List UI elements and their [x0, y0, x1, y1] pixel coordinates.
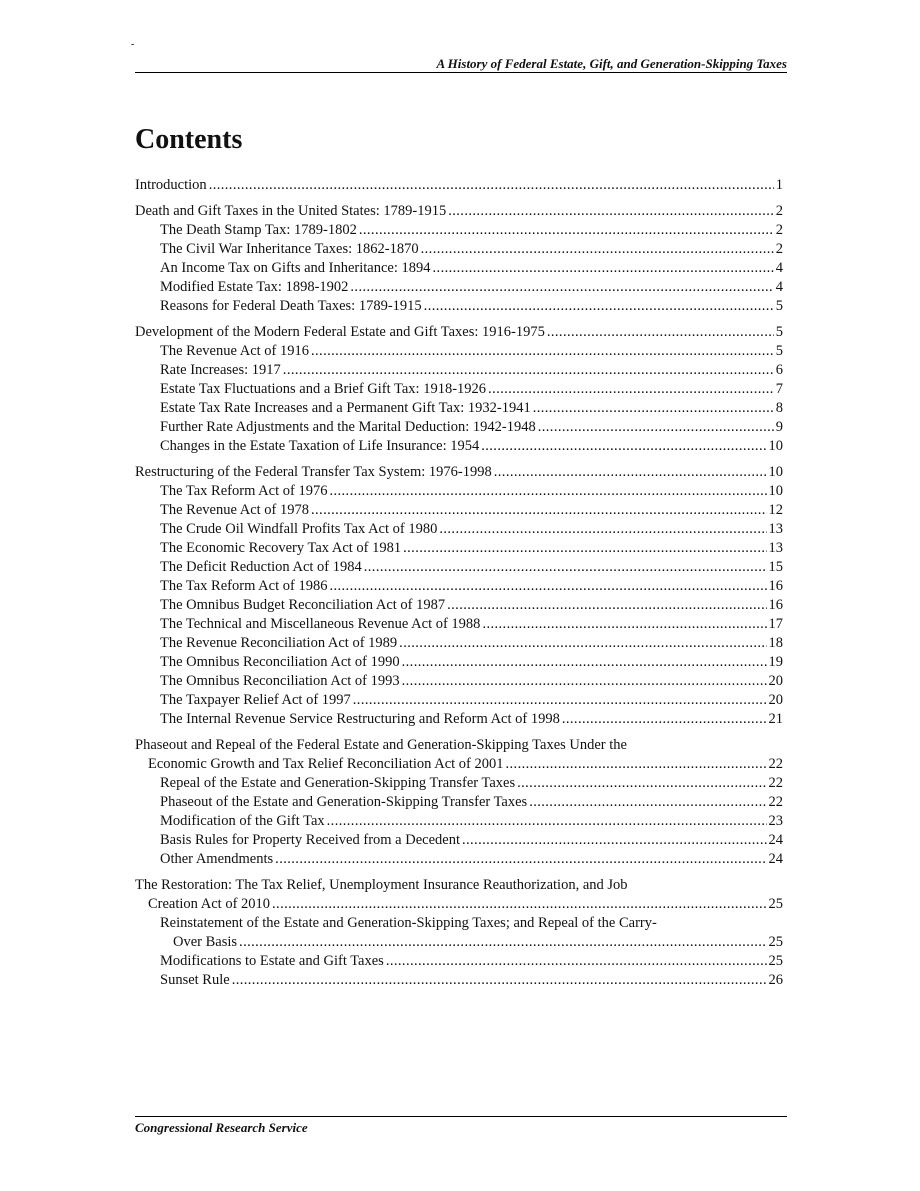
- toc-entry[interactable]: [135, 812, 783, 831]
- toc-entry[interactable]: [135, 914, 783, 952]
- toc-page-number: 16: [768, 578, 783, 594]
- dot-leader: [327, 812, 767, 831]
- toc-entry[interactable]: [135, 176, 783, 195]
- dot-leader: [481, 437, 766, 456]
- dot-leader: [506, 755, 767, 774]
- toc-page-number: 25: [768, 934, 783, 950]
- toc-entry[interactable]: [135, 482, 783, 501]
- toc-page-number: 18: [768, 635, 783, 651]
- toc-entry-text-cont: Economic Growth and Tax Relief Reconciliation Act of 2001: [148, 756, 504, 772]
- toc-page-number: 4: [775, 279, 783, 295]
- toc-page-number: 1: [775, 177, 783, 193]
- toc-page-number: 22: [768, 775, 783, 791]
- dot-leader: [547, 323, 774, 342]
- dot-leader: [402, 672, 767, 691]
- header-rule: [135, 72, 787, 73]
- dot-leader: [562, 710, 767, 729]
- toc-entry[interactable]: [135, 278, 783, 297]
- toc-entry-text: The Death Stamp Tax: 1789-1802: [160, 222, 357, 238]
- toc-entry[interactable]: [135, 793, 783, 812]
- toc-page-number: 10: [768, 438, 783, 454]
- toc-page-number: 7: [775, 381, 783, 397]
- toc-page-number: 2: [775, 241, 783, 257]
- toc-entry-text-cont: Creation Act of 2010: [148, 896, 271, 912]
- dot-leader: [353, 691, 767, 710]
- dot-leader: [239, 933, 766, 952]
- toc-entry-text: The Revenue Act of 1916: [160, 343, 309, 359]
- toc-entry-text: Phaseout of the Estate and Generation-Skipping Transfer Taxes: [160, 794, 528, 810]
- toc-entry-text-cont: Over Basis: [173, 934, 238, 950]
- toc-entry-text: Reinstatement of the Estate and Generation-Skipping Taxes; and Repeal of the Carry-: [160, 915, 657, 931]
- page-title: Contents: [135, 124, 243, 155]
- toc-entry[interactable]: [135, 202, 783, 221]
- dot-leader: [329, 577, 766, 596]
- toc-entry-text: Phaseout and Repeal of the Federal Estate and Generation-Skipping Taxes Under the: [135, 737, 627, 753]
- toc-page-number: 25: [768, 953, 783, 969]
- toc-page-number: 6: [775, 362, 783, 378]
- toc-entry-text: Estate Tax Fluctuations and a Brief Gift Tax: 1918-1926: [160, 381, 487, 397]
- footer-text: Congressional Research Service: [135, 1120, 308, 1135]
- toc-entry-text: The Crude Oil Windfall Profits Tax Act of 1980: [160, 521, 438, 537]
- toc-page-number: 16: [768, 597, 783, 613]
- toc-entry-text: The Revenue Reconciliation Act of 1989: [160, 635, 398, 651]
- toc-page-number: 2: [775, 203, 783, 219]
- dot-leader: [350, 278, 773, 297]
- dot-leader: [538, 418, 774, 437]
- toc-entry-text: The Revenue Act of 1978: [160, 502, 309, 518]
- toc-entry[interactable]: [135, 399, 783, 418]
- toc-entry[interactable]: [135, 691, 783, 710]
- dot-leader: [283, 361, 774, 380]
- toc-entry-text: Other Amendments: [160, 851, 274, 867]
- toc-entry-text: An Income Tax on Gifts and Inheritance: 1894: [160, 260, 431, 276]
- toc-entry-text: The Tax Reform Act of 1986: [160, 578, 328, 594]
- dot-leader: [209, 176, 774, 195]
- toc-entry[interactable]: [135, 577, 783, 596]
- toc-entry[interactable]: [135, 615, 783, 634]
- toc-entry-text: Restructuring of the Federal Transfer Tax System: 1976-1998: [135, 464, 492, 480]
- toc-entry-text: Reasons for Federal Death Taxes: 1789-1915: [160, 298, 422, 314]
- toc-page-number: 12: [768, 502, 783, 518]
- toc-entry[interactable]: [135, 520, 783, 539]
- dot-leader: [448, 202, 774, 221]
- toc-entry-text: Sunset Rule: [160, 972, 230, 988]
- toc-page-number: 22: [768, 756, 783, 772]
- dot-leader: [533, 399, 774, 418]
- toc-entry-text: The Omnibus Budget Reconciliation Act of 1987: [160, 597, 446, 613]
- toc-entry[interactable]: [135, 736, 783, 774]
- dot-leader: [447, 596, 766, 615]
- dot-leader: [439, 520, 766, 539]
- dot-leader: [272, 895, 766, 914]
- toc-entry[interactable]: [135, 634, 783, 653]
- dot-leader: [359, 221, 774, 240]
- toc-entry[interactable]: [135, 221, 783, 240]
- toc-entry-text: The Omnibus Reconciliation Act of 1990: [160, 654, 400, 670]
- toc-page-number: 13: [768, 540, 783, 556]
- dot-leader: [311, 501, 767, 520]
- toc-page-number: 10: [768, 464, 783, 480]
- dot-leader: [529, 793, 766, 812]
- toc-page-number: 22: [768, 794, 783, 810]
- toc-entry[interactable]: [135, 418, 783, 437]
- toc-page-number: 20: [768, 692, 783, 708]
- toc-entry[interactable]: [135, 971, 783, 990]
- toc-page-number: 8: [775, 400, 783, 416]
- toc-entry-text: Rate Increases: 1917: [160, 362, 281, 378]
- dot-leader: [424, 297, 774, 316]
- toc-page-number: 5: [775, 324, 783, 340]
- toc-entry[interactable]: [135, 952, 783, 971]
- toc-entry-text: The Restoration: The Tax Relief, Unemployment Insurance Reauthorization, and Job: [135, 877, 628, 893]
- toc-entry[interactable]: [135, 259, 783, 278]
- dot-leader: [482, 615, 766, 634]
- dot-leader: [386, 952, 767, 971]
- toc-entry[interactable]: [135, 380, 783, 399]
- toc-entry-text: Repeal of the Estate and Generation-Skipping Transfer Taxes: [160, 775, 516, 791]
- dot-leader: [421, 240, 774, 259]
- toc-page-number: 21: [768, 711, 783, 727]
- toc-entry-text: The Technical and Miscellaneous Revenue Act of 1988: [160, 616, 481, 632]
- dot-leader: [329, 482, 766, 501]
- toc-entry[interactable]: [135, 596, 783, 615]
- toc-entry[interactable]: [135, 437, 783, 456]
- toc-page-number: 17: [768, 616, 783, 632]
- running-header: A History of Federal Estate, Gift, and Generation-Skipping Taxes: [436, 56, 787, 71]
- toc-page-number: 23: [768, 813, 783, 829]
- toc-entry[interactable]: [135, 672, 783, 691]
- toc-entry-text: Modified Estate Tax: 1898-1902: [160, 279, 349, 295]
- toc-entry[interactable]: [135, 342, 783, 361]
- toc-entry-text: The Internal Revenue Service Restructuring and Reform Act of 1998: [160, 711, 560, 727]
- dot-leader: [232, 971, 767, 990]
- toc-entry-text: Basis Rules for Property Received from a Decedent: [160, 832, 460, 848]
- corner-mark: -: [131, 39, 135, 50]
- toc-entry[interactable]: [135, 653, 783, 672]
- toc-page-number: 26: [768, 972, 783, 988]
- toc-entry-text: Development of the Modern Federal Estate and Gift Taxes: 1916-1975: [135, 324, 545, 340]
- toc-page-number: 20: [768, 673, 783, 689]
- dot-leader: [462, 831, 767, 850]
- dot-leader: [311, 342, 774, 361]
- toc-page-number: 5: [775, 298, 783, 314]
- toc-entry[interactable]: [135, 710, 783, 729]
- dot-leader: [275, 850, 766, 869]
- toc-entry-text: Death and Gift Taxes in the United States: 1789-1915: [135, 203, 447, 219]
- toc-page-number: 10: [768, 483, 783, 499]
- dot-leader: [517, 774, 766, 793]
- toc-entry-text: The Civil War Inheritance Taxes: 1862-1870: [160, 241, 419, 257]
- toc-entry[interactable]: [135, 463, 783, 482]
- toc-entry-text: The Taxpayer Relief Act of 1997: [160, 692, 351, 708]
- toc-entry-text: Modification of the Gift Tax: [160, 813, 325, 829]
- dot-leader: [402, 653, 767, 672]
- toc-entry[interactable]: [135, 323, 783, 342]
- dot-leader: [488, 380, 774, 399]
- toc-entry-text: Introduction: [135, 177, 207, 193]
- toc-entry[interactable]: [135, 831, 783, 850]
- toc-page-number: 19: [768, 654, 783, 670]
- toc-page-number: 9: [775, 419, 783, 435]
- toc-entry[interactable]: [135, 558, 783, 577]
- toc-entry-text: The Omnibus Reconciliation Act of 1993: [160, 673, 400, 689]
- toc-entry[interactable]: [135, 774, 783, 793]
- dot-leader: [399, 634, 766, 653]
- toc-page-number: 24: [768, 832, 783, 848]
- toc-entry[interactable]: [135, 850, 783, 869]
- toc-page-number: 13: [768, 521, 783, 537]
- dot-leader: [364, 558, 767, 577]
- toc-entry-text: The Tax Reform Act of 1976: [160, 483, 328, 499]
- toc-entry[interactable]: [135, 361, 783, 380]
- toc-entry-text: The Economic Recovery Tax Act of 1981: [160, 540, 402, 556]
- toc-entry-text: Estate Tax Rate Increases and a Permanent Gift Tax: 1932-1941: [160, 400, 531, 416]
- toc-entry[interactable]: [135, 297, 783, 316]
- table-of-contents: [135, 176, 783, 990]
- toc-entry-text: Changes in the Estate Taxation of Life Insurance: 1954: [160, 438, 480, 454]
- toc-entry[interactable]: [135, 539, 783, 558]
- dot-leader: [494, 463, 767, 482]
- toc-page-number: 15: [768, 559, 783, 575]
- toc-entry[interactable]: [135, 876, 783, 914]
- dot-leader: [403, 539, 766, 558]
- toc-page-number: 2: [775, 222, 783, 238]
- footer-rule: [135, 1116, 787, 1117]
- toc-page-number: 5: [775, 343, 783, 359]
- toc-entry[interactable]: [135, 501, 783, 520]
- toc-entry[interactable]: [135, 240, 783, 259]
- toc-page-number: 25: [768, 896, 783, 912]
- toc-entry-text: The Deficit Reduction Act of 1984: [160, 559, 362, 575]
- toc-page-number: 24: [768, 851, 783, 867]
- toc-entry-text: Further Rate Adjustments and the Marital Deduction: 1942-1948: [160, 419, 536, 435]
- toc-page-number: 4: [775, 260, 783, 276]
- toc-entry-text: Modifications to Estate and Gift Taxes: [160, 953, 384, 969]
- dot-leader: [433, 259, 774, 278]
